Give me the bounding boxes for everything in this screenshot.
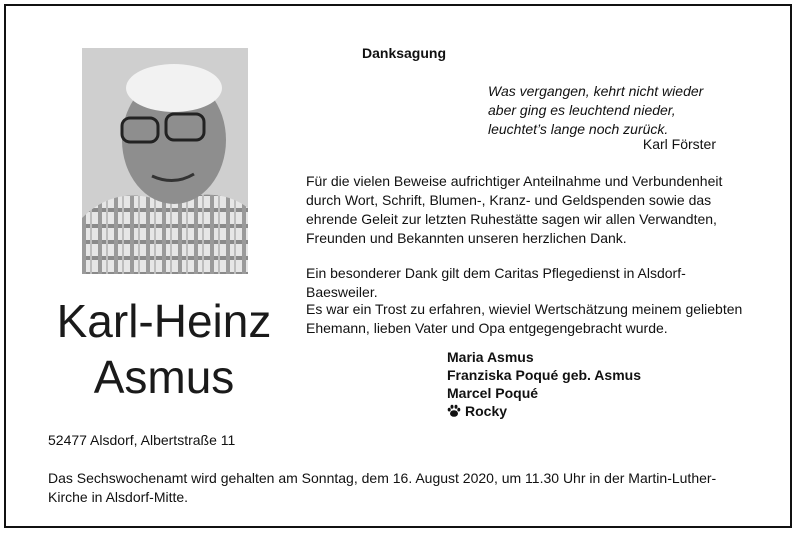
signer-name: Maria Asmus: [447, 349, 534, 365]
comfort-paragraph: [306, 300, 776, 338]
paragraph-line: Freunden und Bekannten unseren herzlichen Dank.: [306, 230, 627, 246]
paragraph-line: Baesweiler.: [306, 284, 378, 300]
poem-line: aber ging es leuchtend nieder,: [488, 102, 676, 118]
special-thanks-paragraph: [306, 264, 776, 302]
signer: [447, 402, 641, 420]
signer-name: Rocky: [465, 403, 508, 419]
paragraph-line: Ein besonderer Dank gilt dem Caritas Pflegedienst in Alsdorf-: [306, 265, 686, 281]
signer: [447, 348, 641, 366]
obituary-card: [4, 4, 792, 528]
footer-line: Kirche in Alsdorf-Mitte.: [48, 489, 189, 505]
paragraph-line: ehrende Geleit zur letzten Ruhestätte sagen wir allen Verwandten,: [306, 211, 717, 227]
signers-list: [447, 348, 641, 420]
poem-author: Karl Förster: [642, 136, 716, 152]
signer: [447, 366, 641, 384]
deceased-first-name: Karl-Heinz: [56, 295, 272, 347]
signer-name: Marcel Poqué: [447, 385, 539, 401]
deceased-last-name: Asmus: [93, 351, 235, 403]
notice-title: Danksagung: [362, 45, 447, 61]
signer-name: Franziska Poqué geb. Asmus: [447, 367, 641, 383]
paragraph-line: Für die vielen Beweise aufrichtiger Anteilnahme und Verbundenheit: [306, 173, 723, 189]
footer-line: Das Sechswochenamt wird gehalten am Sonntag, dem 16. August 2020, um 11.30 Uhr in der Martin-Luther-: [48, 470, 717, 486]
paragraph-line: Es war ein Trost zu erfahren, wieviel Wertschätzung meinem geliebten: [306, 301, 743, 317]
address: 52477 Alsdorf, Albertstraße 11: [48, 432, 236, 448]
poem: [488, 82, 703, 139]
paragraph-line: Ehemann, lieben Vater und Opa entgegengebracht wurde.: [306, 320, 668, 336]
paragraph-line: durch Wort, Schrift, Blumen-, Kranz- und Geldspenden sowie das: [306, 192, 712, 208]
signer: [447, 384, 641, 402]
poem-line: Was vergangen, kehrt nicht wieder: [488, 83, 704, 99]
thanks-paragraph: [306, 172, 776, 248]
memorial-service-notice: [48, 469, 763, 507]
poem-line: leuchtet’s lange noch zurück.: [488, 121, 669, 137]
paw-icon: [447, 404, 461, 418]
portrait-photo: [82, 48, 248, 274]
